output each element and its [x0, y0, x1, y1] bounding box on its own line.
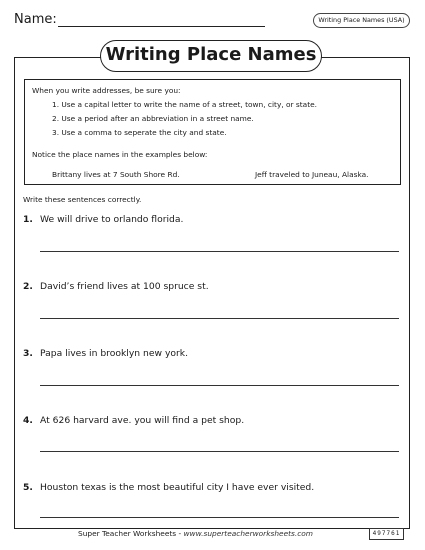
- example-left: Brittany lives at 7 South Shore Rd.: [52, 170, 180, 179]
- question-2: [23, 281, 209, 292]
- question-3: [23, 348, 188, 359]
- question-number: 2.: [23, 281, 33, 292]
- rule-item: 3. Use a comma to seperate the city and state.: [52, 128, 227, 137]
- answer-line-4[interactable]: [40, 451, 399, 452]
- question-number: 5.: [23, 482, 33, 493]
- answer-line-2[interactable]: [40, 318, 399, 319]
- rules-intro: When you write addresses, be sure you:: [32, 86, 181, 95]
- answer-line-1[interactable]: [40, 251, 399, 252]
- question-number: 4.: [23, 415, 33, 426]
- question-text: We will drive to orlando florida.: [40, 214, 184, 225]
- worksheet-badge: Writing Place Names (USA): [313, 13, 410, 28]
- question-text: Papa lives in brooklyn new york.: [40, 348, 189, 359]
- footer-url-link[interactable]: www.superteacherworksheets.com: [183, 529, 314, 538]
- notice-text: Notice the place names in the examples below:: [32, 150, 208, 159]
- footer: [78, 529, 313, 538]
- answer-line-5[interactable]: [40, 517, 399, 518]
- question-1: [23, 214, 183, 225]
- footer-brand: Super Teacher Worksheets: [78, 529, 177, 538]
- answer-line-3[interactable]: [40, 385, 399, 386]
- name-label: Name:: [14, 12, 57, 27]
- question-number: 1.: [23, 214, 33, 225]
- instructions: Write these sentences correctly.: [23, 195, 142, 204]
- question-4: [23, 415, 244, 426]
- question-text: At 626 harvard ave. you will find a pet shop.: [40, 415, 245, 426]
- question-number: 3.: [23, 348, 33, 359]
- name-write-line[interactable]: [58, 26, 265, 27]
- question-text: David’s friend lives at 100 spruce st.: [40, 281, 209, 292]
- question-text: Houston texas is the most beautiful city I have ever visited.: [40, 482, 315, 493]
- question-5: [23, 482, 314, 493]
- rule-item: 2. Use a period after an abbreviation in a street name.: [52, 114, 254, 123]
- example-right: Jeff traveled to Juneau, Alaska.: [255, 170, 369, 179]
- rule-item: 1. Use a capital letter to write the name of a street, town, city, or state.: [52, 100, 317, 109]
- footer-separator: -: [176, 529, 184, 538]
- page-title: Writing Place Names: [100, 40, 322, 72]
- worksheet-code: 497761: [369, 528, 404, 540]
